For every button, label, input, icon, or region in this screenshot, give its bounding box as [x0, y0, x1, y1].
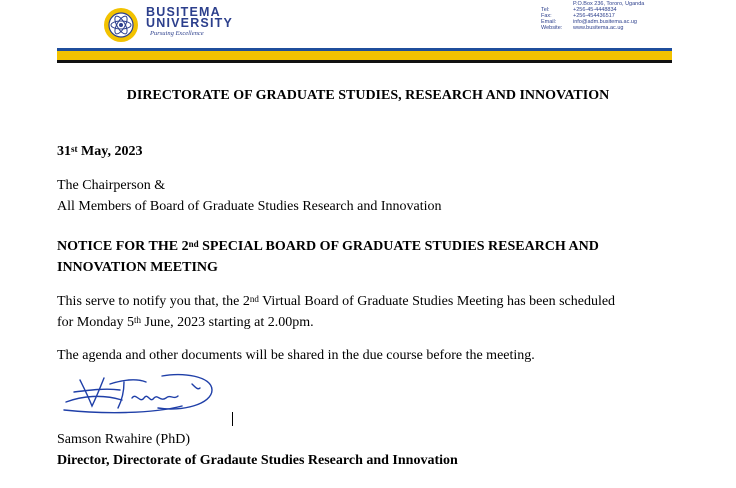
- university-name-line2: UNIVERSITY: [146, 16, 234, 30]
- contact-row-email: Email: info@adm.busitema.ac.ug: [541, 19, 637, 25]
- document-heading: DIRECTORATE OF GRADUATE STUDIES, RESEARCH AND INNOVATION: [126, 88, 610, 103]
- text-cursor: [232, 412, 233, 426]
- contact-row-fax: Fax: +256-454436517: [541, 13, 615, 19]
- university-name-line1: BUSITEMA: [146, 5, 221, 19]
- signatory-name: Samson Rwahire (PhD): [57, 432, 190, 447]
- handwritten-signature: [62, 370, 220, 416]
- letterhead-stripe-yellow: [57, 51, 672, 60]
- university-motto: Pursuing Excellence: [150, 30, 204, 37]
- body-paragraph-1-line2: for Monday 5th June, 2023 starting at 2.00pm.: [57, 315, 314, 330]
- contact-row-website: Website: www.busitema.ac.ug: [541, 25, 624, 31]
- letter-date: 31st May, 2023: [57, 144, 143, 159]
- contact-block: [541, 1, 644, 31]
- notice-title-line1: NOTICE FOR THE 2nd SPECIAL BOARD OF GRADUATE STUDIES RESEARCH AND: [57, 239, 599, 254]
- letterhead-stripe-black: [57, 60, 672, 63]
- signatory-title: Director, Directorate of Gradaute Studies Research and Innovation: [57, 453, 458, 468]
- addressee-line2: All Members of Board of Graduate Studies Research and Innovation: [57, 199, 442, 214]
- notice-title-line2: INNOVATION MEETING: [57, 260, 218, 275]
- body-paragraph-2: The agenda and other documents will be shared in the due course before the meeting.: [57, 348, 535, 363]
- university-logo-icon: [98, 6, 144, 44]
- body-paragraph-1-line1: This serve to notify you that, the 2nd Virtual Board of Graduate Studies Meeting has been scheduled: [57, 294, 616, 309]
- contact-row-address: P.O.Box 236, Tororo, Uganda: [573, 1, 645, 7]
- addressee-line1: The Chairperson &: [57, 178, 166, 193]
- university-name: [146, 7, 233, 29]
- contact-row-tel: Tel: +256-45-4448834: [541, 7, 617, 13]
